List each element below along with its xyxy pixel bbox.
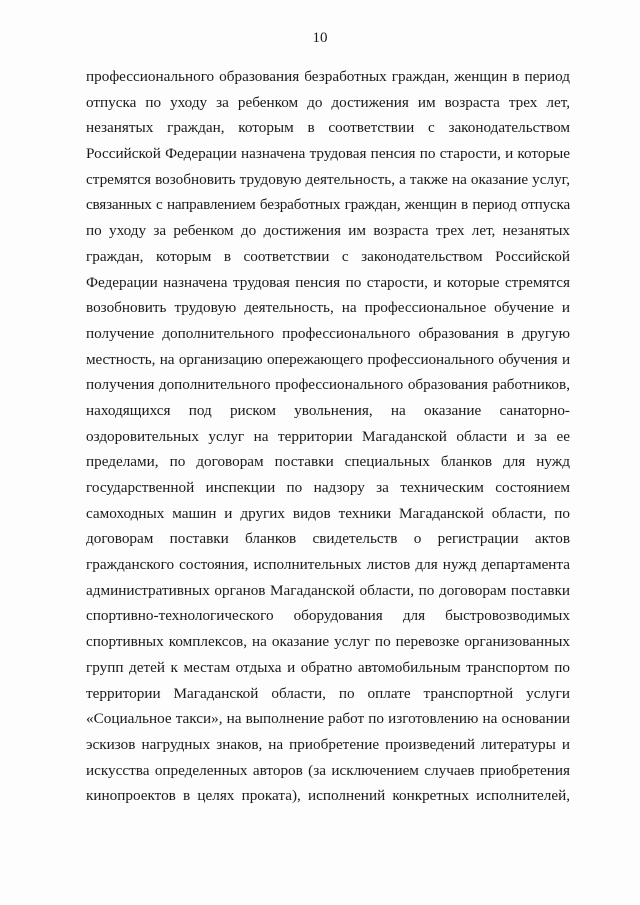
text-line: пределами, по договорам поставки специальных бланков для нужд (86, 453, 570, 471)
text-line: получение дополнительного профессионального образования в другую (86, 324, 570, 342)
text-line: граждан, которым в соответствии с законодательством Российской (86, 247, 570, 265)
text-line: групп детей к местам отдыха и обратно автомобильным транспортом по (86, 658, 570, 676)
text-line: Федерации назначена трудовая пенсия по старости, и которые стремятся (86, 273, 570, 291)
text-line: спортивных комплексов, на оказание услуг по перевозке организованных (86, 633, 570, 651)
text-line: Российской Федерации назначена трудовая пенсия по старости, и которые (86, 145, 570, 163)
text-line: кинопроектов в целях проката), исполнений конкретных исполнителей, (86, 787, 570, 805)
text-line: государственной инспекции по надзору за техническим состоянием (86, 479, 570, 496)
text-line: самоходных машин и других видов техники Магаданской области, по (86, 504, 570, 522)
text-line: эскизов нагрудных знаков, на приобретение произведений литературы и (86, 735, 570, 753)
text-line: договорам поставки бланков свидетельств о регистрации актов (86, 530, 570, 548)
text-line: находящихся под риском увольнения, на оказание санаторно- (86, 401, 570, 419)
body-text (86, 64, 570, 809)
text-line: незанятых граждан, которым в соответствии с законодательством (86, 119, 570, 137)
text-line: по уходу за ребенком до достижения им возраста трех лет, незанятых (86, 222, 570, 240)
text-line: профессионального образования безработных граждан, женщин в период (86, 68, 570, 85)
text-line: «Социальное такси», на выполнение работ по изготовлению на основании (86, 710, 570, 728)
text-line: возобновить трудовую деятельность, на профессиональное обучение и (86, 299, 570, 317)
text-line: оздоровительных услуг на территории Магаданской области и за ее (86, 427, 570, 445)
text-line: гражданского состояния, исполнительных листов для нужд департамента (86, 556, 570, 574)
text-line: искусства определенных авторов (за исключением случаев приобретения (86, 761, 570, 779)
text-line: связанных с направлением безработных граждан, женщин в период отпуска (86, 196, 570, 214)
page-number: 10 (312, 30, 328, 46)
text-line: отпуска по уходу за ребенком до достижения им возраста трех лет, (86, 93, 570, 111)
text-line: стремятся возобновить трудовую деятельность, а также на оказание услуг, (86, 170, 570, 188)
text-line: территории Магаданской области, по оплате транспортной услуги (86, 684, 570, 702)
text-line: административных органов Магаданской области, по договорам поставки (86, 581, 570, 599)
text-line: получения дополнительного профессионального образования работников, (86, 376, 570, 394)
text-line: спортивно-технологического оборудования для быстровозводимых (86, 607, 570, 625)
text-line: местность, на организацию опережающего профессионального обучения и (86, 350, 570, 368)
